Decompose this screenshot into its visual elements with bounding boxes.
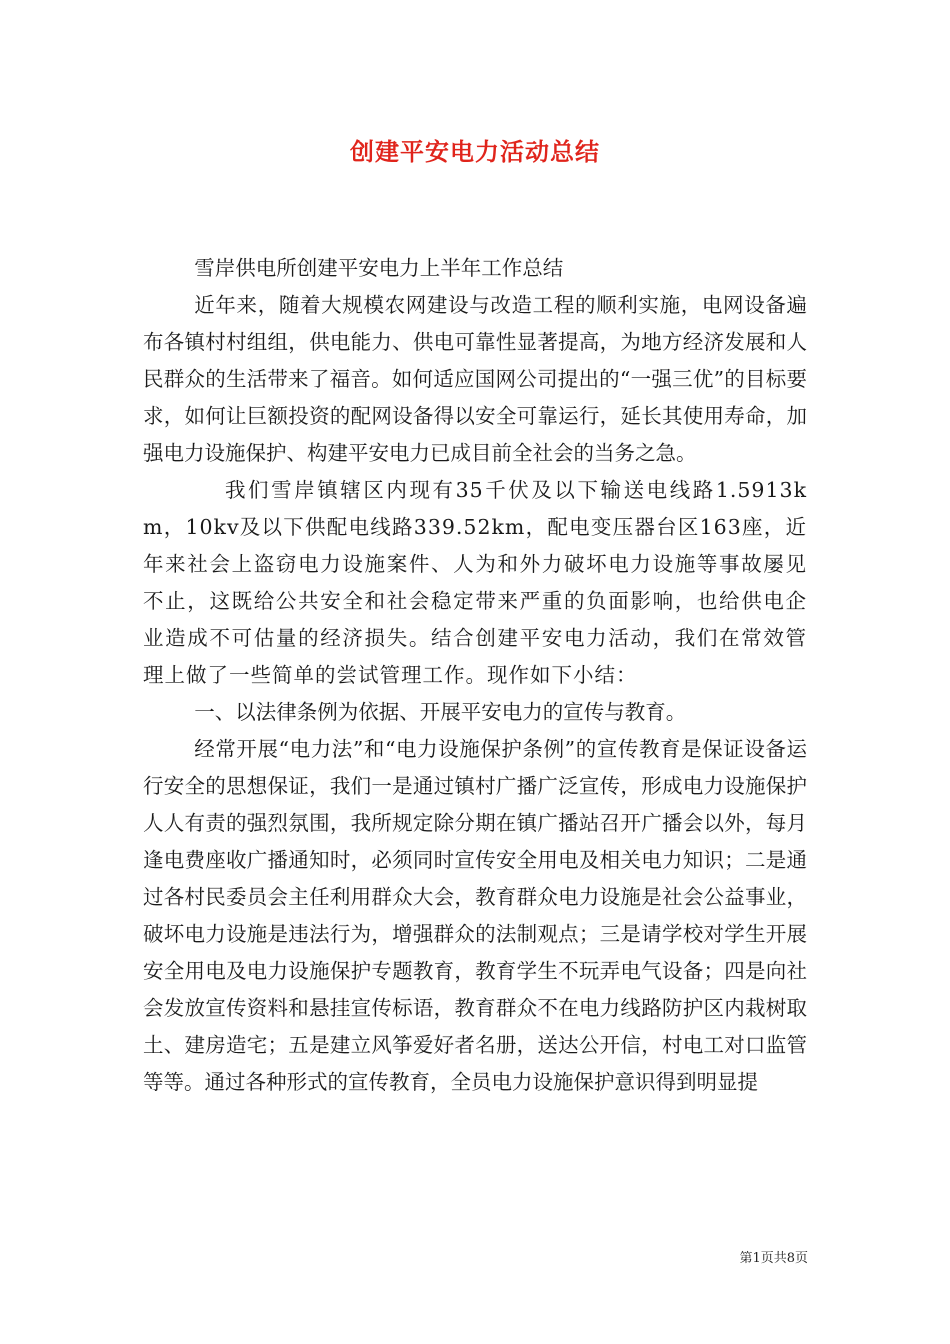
page-number: 第1页共8页 (739, 1251, 808, 1266)
paragraph-education: 经常开展“电力法”和“电力设施保护条例”的宣传教育是保证设备运行安全的思想保证，我们一是通过镇村广播广泛宣传，形成电力设施保护人人有责的强烈氛围，我所规定除分期在镇广播站召开广播会以外，每月逢电费座收广播通知时，必须同时宣传安全用电及相关电力知识；二是通过各村民委员会主任利用群众大会，教育群众电力设施是社会公益事业，破坏电力设施是违法行为，增强群众的法制观点；三是请学校对学生开展安全用电及电力设施保护专题教育，教育学生不玩弄电气设备；四是向社会发放宣传资料和悬挂宣传标语，教育群众不在电力线路防护区内栽树取土、建房造宅；五是建立风筝爱好者名册，送达公开信，村电工对口监管等等。通过各种形式的宣传教育，全员电力设施保护意识得到明显提 (143, 737, 807, 1094)
paragraph-intro: 近年来，随着大规模农网建设与改造工程的顺利实施，电网设备遍布各镇村村组组，供电能力、供电可靠性显著提高，为地方经济发展和人民群众的生活带来了福音。如何适应国网公司提出的“一强三优”的目标要求，如何让巨额投资的配网设备得以安全可靠运行，延长其使用寿命，加强电力设施保护、构建平安电力已成目前全社会的当务之急。 (143, 293, 807, 465)
paragraph-facilities: 我们雪岸镇辖区内现有35千伏及以下输送电线路1.5913km，10kv及以下供配电线路339.52km，配电变压器台区163座，近年来社会上盗窃电力设施案件、人为和外力破坏电力设施等事故屡见不止，这既给公共安全和社会稳定带来严重的负面影响，也给供电企业造成不可估量的经济损失。结合创建平安电力活动，我们在常效管理上做了一些简单的尝试管理工作。现作如下小结： (143, 478, 807, 687)
paragraph-subtitle: 雪岸供电所创建平安电力上半年工作总结 (194, 256, 564, 280)
document-body (143, 250, 807, 1101)
document-title: 创建平安电力活动总结 (350, 137, 600, 166)
paragraph-section-heading: 一、以法律条例为依据、开展平安电力的宣传与教育。 (194, 700, 687, 724)
